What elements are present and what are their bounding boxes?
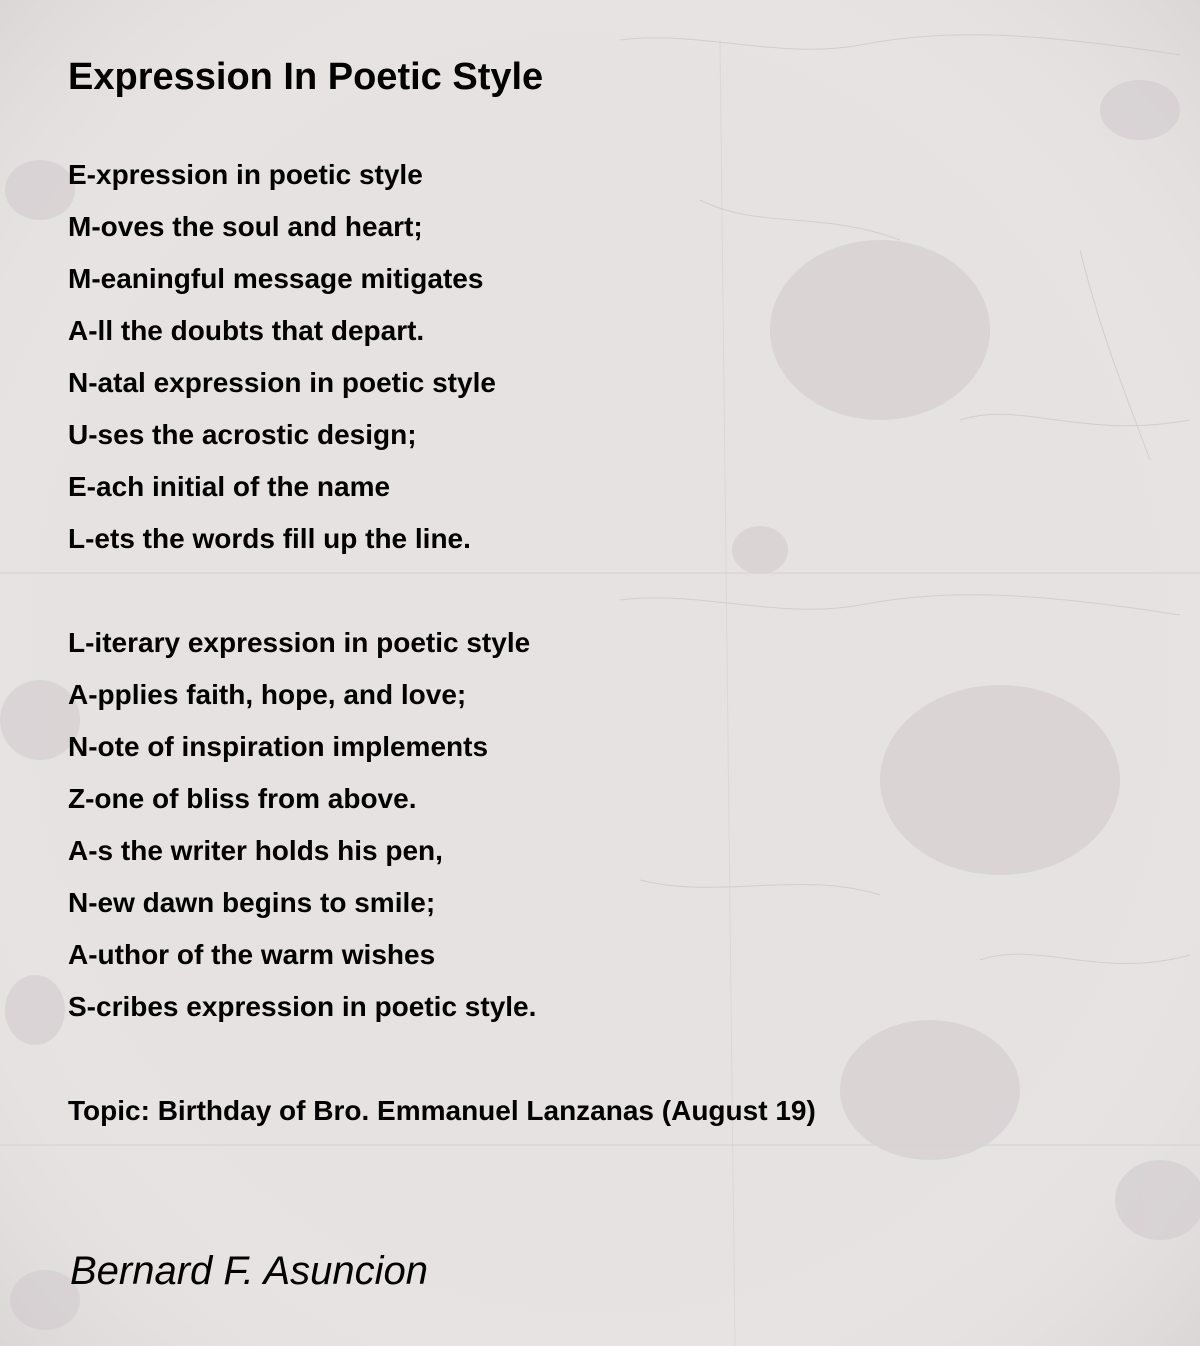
poem-line: M-oves the soul and heart; <box>68 211 423 242</box>
poem-line: S-cribes expression in poetic style. <box>68 991 537 1022</box>
poem-line: N-ew dawn begins to smile; <box>68 887 436 918</box>
poem-topic: Topic: Birthday of Bro. Emmanuel Lanzanas (August 19) <box>68 1095 816 1126</box>
poem-line: E-ach initial of the name <box>68 471 391 502</box>
poem-line: U-ses the acrostic design; <box>68 419 417 450</box>
poem-line: N-ote of inspiration implements <box>68 731 489 762</box>
poem-line: N-atal expression in poetic style <box>68 367 496 398</box>
poem-line: M-eaningful message mitigates <box>68 263 484 294</box>
poem-line: E-xpression in poetic style <box>68 159 423 190</box>
poem-line: L-ets the words fill up the line. <box>68 523 471 554</box>
stanza-2 <box>68 617 536 1033</box>
stanza-1 <box>68 149 496 565</box>
poem-line: A-uthor of the warm wishes <box>68 939 436 970</box>
poem-line: A-pplies faith, hope, and love; <box>68 679 467 710</box>
poem-line: Z-one of bliss from above. <box>68 783 417 814</box>
poem-author: Bernard F. Asuncion <box>70 1249 428 1293</box>
poem-line: L-iterary expression in poetic style <box>68 627 531 658</box>
poem-title: Expression In Poetic Style <box>68 56 544 98</box>
poem-line: A-s the writer holds his pen, <box>68 835 443 866</box>
poem-line: A-ll the doubts that depart. <box>68 315 425 346</box>
